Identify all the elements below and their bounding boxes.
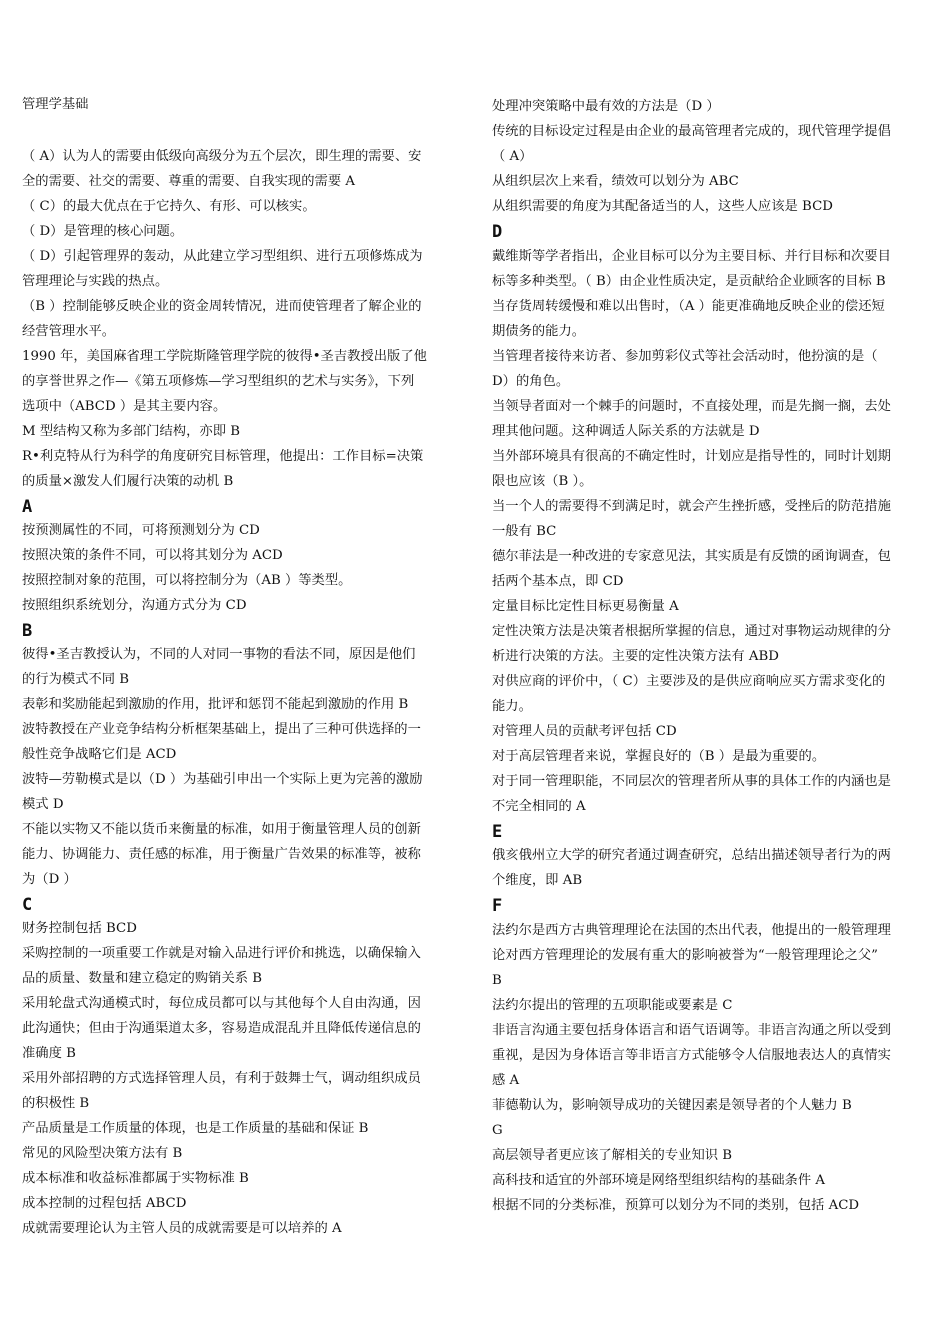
- text-line: 期债务的能力。: [492, 324, 586, 339]
- text-line: 对于同一管理职能，不同层次的管理者所从事的具体工作的内涵也是: [492, 774, 891, 789]
- section-letter-heading: E: [492, 822, 503, 842]
- section-letter-heading: A: [22, 497, 33, 517]
- text-line: 析进行决策的方法。主要的定性决策方法有 ABD: [492, 649, 779, 664]
- text-line: 定性决策方法是决策者根据所掌握的信息，通过对事物运动规律的分: [492, 624, 891, 639]
- text-line: 从组织需要的角度为其配备适当的人，这些人应该是 BCD: [492, 199, 833, 214]
- text-line: 成就需要理论认为主管人员的成就需要是可以培养的 A: [22, 1221, 342, 1236]
- text-line: 菲德勒认为，影响领导成功的关键因素是领导者的个人魅力 B: [492, 1098, 852, 1113]
- text-line: 模式 D: [22, 797, 64, 812]
- text-line: 的积极性 B: [22, 1096, 90, 1111]
- section-letter-heading: B: [22, 621, 33, 641]
- text-line: 对供应商的评价中，（ C）主要涉及的是供应商响应买方需求变化的: [492, 674, 886, 689]
- text-line: 彼得•圣吉教授认为，不同的人对同一事物的看法不同，原因是他们: [22, 647, 416, 662]
- text-line: 限也应该（B ）。: [492, 474, 593, 489]
- text-line: 当外部环境具有很高的不确定性时，计划应是指导性的，同时计划期: [492, 449, 891, 464]
- text-line: 一般有 BC: [492, 524, 557, 539]
- text-line: 定量目标比定性目标更易衡量 A: [492, 599, 679, 614]
- text-line: 能力、协调能力、责任感的标准，用于衡量广告效果的标准等，被称: [22, 847, 421, 862]
- text-line: （ D）引起管理界的轰动，从此建立学习型组织、进行五项修炼成为: [22, 249, 423, 264]
- text-line: （ D）是管理的核心问题。: [22, 224, 184, 239]
- text-line: 非语言沟通主要包括身体语言和语气语调等。非语言沟通之所以受到: [492, 1023, 891, 1038]
- text-line: 对管理人员的贡献考评包括 CD: [492, 724, 677, 739]
- text-line: 表彰和奖励能起到激励的作用，批评和惩罚不能起到激励的作用 B: [22, 697, 409, 712]
- text-line: 重视，是因为身体语言等非语言方式能够令人信服地表达人的真情实: [492, 1048, 891, 1063]
- text-line: （B ）控制能够反映企业的资金周转情况，进而使管理者了解企业的: [22, 299, 422, 314]
- text-line: 不完全相同的 A: [492, 799, 586, 814]
- text-line: D）的角色。: [492, 374, 570, 389]
- text-line: 全的需要、社交的需要、尊重的需要、自我实现的需要 A: [22, 174, 355, 189]
- text-line: G: [492, 1123, 503, 1138]
- text-line: 传统的目标设定过程是由企业的最高管理者完成的，现代管理学提倡: [492, 124, 891, 139]
- text-line: 般性竞争战略它们是 ACD: [22, 747, 177, 762]
- text-line: 产品质量是工作质量的体现，也是工作质量的基础和保证 B: [22, 1121, 369, 1136]
- text-line: 按预测属性的不同，可将预测划分为 CD: [22, 523, 260, 538]
- text-line: 法约尔提出的管理的五项职能或要素是 C: [492, 998, 733, 1013]
- text-line: 常见的风险型决策方法有 B: [22, 1146, 183, 1161]
- text-line: （ C）的最大优点在于它持久、有形、可以核实。: [22, 199, 316, 214]
- text-line: 财务控制包括 BCD: [22, 921, 137, 936]
- text-line: 采用轮盘式沟通模式时，每位成员都可以与其他每个人自由沟通，因: [22, 996, 421, 1011]
- text-line: R•利克特从行为科学的角度研究目标管理，他提出：工作目标=决策: [22, 449, 424, 464]
- text-line: 的质量×激发人们履行决策的动机 B: [22, 474, 234, 489]
- text-line: 对于高层管理者来说，掌握良好的（B ）是最为重要的。: [492, 749, 826, 764]
- text-line: 按照控制对象的范围，可以将控制分为（AB ）等类型。: [22, 573, 352, 588]
- text-line: 高科技和适宜的外部环境是网络型组织结构的基础条件 A: [492, 1173, 825, 1188]
- text-line: 根据不同的分类标准，预算可以划分为不同的类别，包括 ACD: [492, 1198, 860, 1213]
- text-line: 俄亥俄州立大学的研究者通过调查研究，总结出描述领导者行为的两: [492, 848, 891, 863]
- text-line: 论对西方管理理论的发展有重大的影响被誉为“一般管理理论之父”: [492, 948, 878, 963]
- text-line: B: [492, 973, 502, 988]
- text-line: 为（D ）: [22, 872, 77, 887]
- text-line: 采用外部招聘的方式选择管理人员，有利于鼓舞士气，调动组织成员: [22, 1071, 421, 1086]
- text-line: 处理冲突策略中最有效的方法是（D ）: [492, 99, 720, 114]
- text-line: （ A）认为人的需要由低级向高级分为五个层次，即生理的需要、安: [22, 149, 422, 164]
- text-line: 法约尔是西方古典管理理论在法国的杰出代表，他提出的一般管理理: [492, 923, 891, 938]
- text-line: 戴维斯等学者指出，企业目标可以分为主要目标、并行目标和次要目: [492, 249, 891, 264]
- text-line: 成本控制的过程包括 ABCD: [22, 1196, 187, 1211]
- text-line: 从组织层次上来看，绩效可以划分为 ABC: [492, 174, 739, 189]
- text-line: 波特教授在产业竞争结构分析框架基础上，提出了三种可供选择的一: [22, 722, 421, 737]
- text-line: 按照组织系统划分，沟通方式分为 CD: [22, 598, 247, 613]
- text-line: 当存货周转缓慢和难以出售时，（A ）能更准确地反映企业的偿还短: [492, 299, 885, 314]
- document-title: 管理学基础: [22, 97, 89, 112]
- text-line: 按照决策的条件不同，可以将其划分为 ACD: [22, 548, 283, 563]
- section-letter-heading: C: [22, 895, 33, 915]
- text-line: 感 A: [492, 1073, 520, 1088]
- text-line: 括两个基本点，即 CD: [492, 574, 624, 589]
- section-letter-heading: D: [492, 222, 503, 242]
- text-line: 管理理论与实践的热点。: [22, 274, 169, 289]
- text-line: 的行为模式不同 B: [22, 672, 130, 687]
- text-line: 能力。: [492, 699, 532, 714]
- text-line: 理其他问题。这种调适人际关系的方法就是 D: [492, 424, 760, 439]
- text-line: 成本标准和收益标准都属于实物标准 B: [22, 1171, 249, 1186]
- text-line: 选项中（ABCD ）是其主要内容。: [22, 399, 227, 414]
- text-line: 标等多种类型。（ B）由企业性质决定，是贡献给企业顾客的目标 B: [492, 274, 886, 289]
- text-line: 德尔菲法是一种改进的专家意见法，其实质是有反馈的函询调查，包: [492, 549, 891, 564]
- text-line: （ A）: [492, 149, 533, 164]
- text-line: 当一个人的需要得不到满足时，就会产生挫折感，受挫后的防范措施: [492, 499, 891, 514]
- text-line: 的享誉世界之作—《第五项修炼—学习型组织的艺术与实务》，下列: [22, 374, 415, 389]
- text-line: 波特—劳勒模式是以（D ）为基础引申出一个实际上更为完善的激励: [22, 772, 423, 787]
- text-line: 准确度 B: [22, 1046, 76, 1061]
- text-line: 当领导者面对一个棘手的问题时，不直接处理，而是先搁一搁，去处: [492, 399, 891, 414]
- text-line: M 型结构又称为多部门结构，亦即 B: [22, 424, 240, 439]
- text-line: 高层领导者更应该了解相关的专业知识 B: [492, 1148, 733, 1163]
- text-line: 品的质量、数量和建立稳定的购销关系 B: [22, 971, 263, 986]
- text-line: 个维度，即 AB: [492, 873, 583, 888]
- text-line: 此沟通快；但由于沟通渠道太多，容易造成混乱并且降低传递信息的: [22, 1021, 421, 1036]
- text-line: 不能以实物又不能以货币来衡量的标准，如用于衡量管理人员的创新: [22, 822, 421, 837]
- text-line: 1990 年，美国麻省理工学院斯隆管理学院的彼得•圣吉教授出版了他: [22, 349, 427, 364]
- text-line: 采购控制的一项重要工作就是对输入品进行评价和挑选，以确保输入: [22, 946, 421, 961]
- section-letter-heading: F: [492, 896, 503, 916]
- text-line: 当管理者接待来访者、参加剪彩仪式等社会活动时，他扮演的是（: [492, 349, 878, 364]
- text-line: 经营管理水平。: [22, 324, 116, 339]
